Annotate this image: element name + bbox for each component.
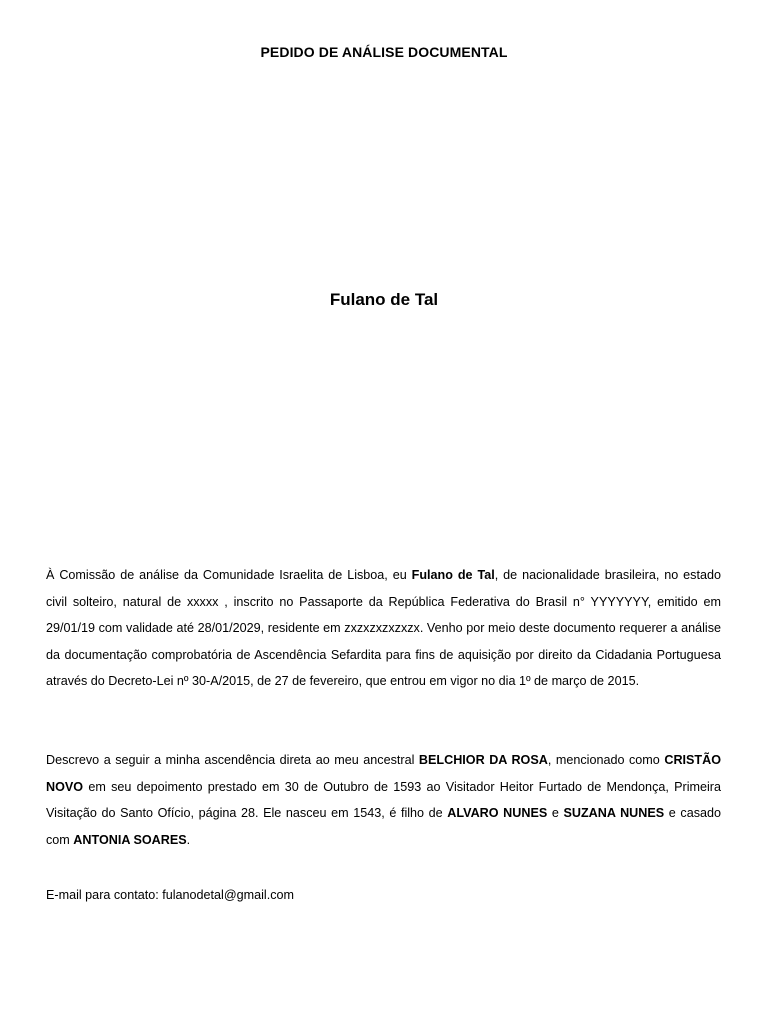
ancestry-text-3: em seu depoimento prestado em 30 de Outubro de 1593 ao Visitador Heitor Furtado de Mendonça, Primeira Visitação do Santo Ofício, página 28. Ele nasceu em 1543, é filho de [46, 779, 721, 821]
ancestor-name: BELCHIOR DA ROSA [418, 753, 548, 767]
ancestry-text-2: , mencionado como [547, 753, 665, 767]
ancestor-status: CRISTÃO NOVO [46, 753, 722, 794]
contact-label: E-mail para contato: [46, 888, 163, 902]
ancestry-text-6: . [186, 832, 191, 847]
document-title: PEDIDO DE ANÁLISE DOCUMENTAL [260, 44, 508, 60]
request-text-1: À Comissão de análise da Comunidade Israelita de Lisboa, eu [46, 568, 412, 582]
ancestry-text-1: Descrevo a seguir a minha ascendência direta ao meu ancestral [46, 753, 419, 767]
request-text-2: , de nacionalidade brasileira, no estado civil solteiro, natural de xxxxx , inscrito no Passaporte da República Federativa do Brasil n° YYYYYYY, emitido em 29/01/19 com validade até 28/01/2029, residente em zxzxzxzxzxzx. Venho por meio deste documento requerer a análise da documentação comprobatória de Ascendência Sefardita para fins de aquisição por direito da Cidadania Portuguesa através do Decreto-Lei nº 30-A/2015, de 27 de fevereiro, que entrou em vigor no dia 1º de março de 2015. [46, 568, 721, 689]
ancestry-text-4: e [547, 806, 564, 821]
ancestry-paragraph [46, 747, 721, 853]
spouse-name: ANTONIA SOARES [73, 832, 187, 847]
applicant-name-inline: Fulano de Tal [411, 568, 495, 582]
ancestry-text-5: e casado com [46, 806, 722, 847]
contact-email: fulanodetal@gmail.com [162, 888, 294, 902]
applicant-name-heading: Fulano de Tal [329, 290, 439, 309]
contact-line [46, 882, 721, 909]
mother-name: SUZANA NUNES [563, 806, 665, 821]
request-paragraph [46, 562, 721, 695]
father-name: ALVARO NUNES [447, 806, 548, 821]
